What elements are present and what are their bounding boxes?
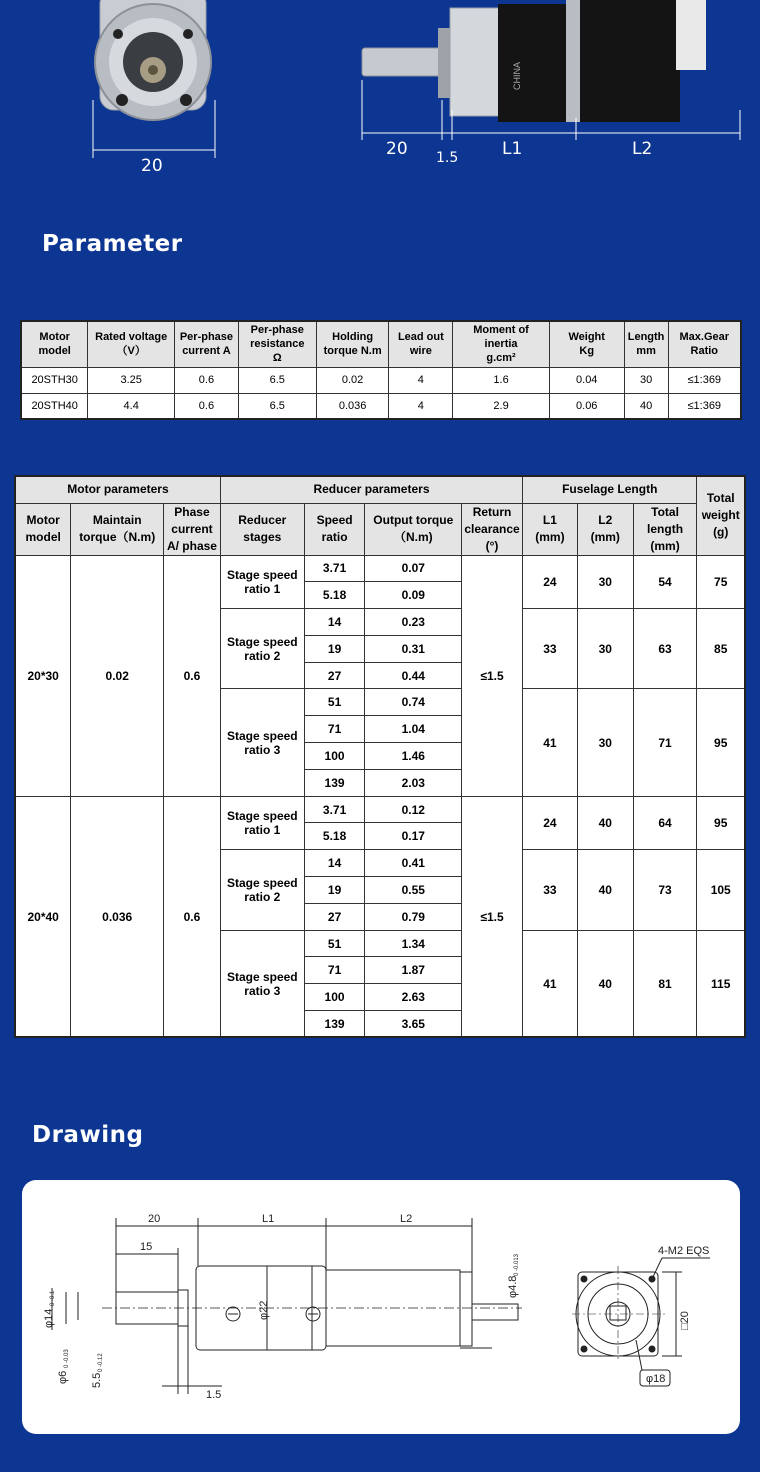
table-cell: 2.9 [453,393,550,419]
speed-ratio-cell: 3.71 [304,796,365,823]
dim-sq20: □20 [679,1311,691,1330]
output-torque-cell: 0.55 [365,877,462,904]
output-torque-cell: 2.03 [365,769,462,796]
parameter-header-4: Holding torque N.m [316,321,389,367]
table-cell: ≤1:369 [668,393,741,419]
stage-label-cell: Stage speed ratio 3 [220,689,304,796]
table-row [21,393,741,419]
holes-label: 4-M2 EQS [658,1245,710,1257]
output-torque-cell: 1.46 [365,743,462,770]
reducer-params-header: Reducer parameters [220,476,522,503]
output-torque-cell: 2.63 [365,984,462,1011]
output-torque-cell: 0.79 [365,903,462,930]
motor-photo [0,0,760,200]
fuselage-header: Fuselage Length [523,476,697,503]
table-row [21,367,741,393]
speed-ratio-cell: 5.18 [304,582,365,609]
reducer-group-header-row [15,476,745,503]
output-torque-cell: 0.17 [365,823,462,850]
dim-l2: L2 [400,1213,413,1225]
return-clearance-cell: ≤1.5 [462,555,523,796]
front-dim-label: 20 [141,156,163,176]
table-cell: ≤1:369 [668,367,741,393]
output-torque-cell: 0.31 [365,635,462,662]
total-length-cell: 73 [633,850,697,930]
output-torque-cell: 0.12 [365,796,462,823]
l2-cell: 30 [577,609,633,689]
return-clearance-cell: ≤1.5 [462,796,523,1037]
dim-5-5: 5.5 [91,1372,103,1388]
technical-drawing [22,1180,740,1434]
phase-current-cell: 0.6 [164,796,221,1037]
speed-ratio-cell: 139 [304,769,365,796]
speed-ratio-cell: 14 [304,609,365,636]
speed-ratio-cell: 71 [304,957,365,984]
l1-cell: 33 [523,609,578,689]
parameter-header-row [21,321,741,367]
sub-header-speed: Speed ratio [304,503,365,555]
l1-cell: 24 [523,796,578,850]
table-cell: 0.04 [549,367,624,393]
parameter-header-2: Per-phase current A [175,321,239,367]
parameter-header-8: Length mm [624,321,668,367]
dim-phi14-tol: 0 -0.1 [50,1290,56,1306]
reducer-table [14,475,746,1038]
speed-ratio-cell: 100 [304,984,365,1011]
table-cell: 6.5 [238,367,316,393]
dim-phi4: φ4.8 [507,1275,519,1298]
total-length-cell: 71 [633,689,697,796]
motor-model-cell: 20*40 [15,796,71,1037]
table-cell: 0.02 [316,367,389,393]
table-cell: 40 [624,393,668,419]
l1-dim-label: L1 [502,139,523,159]
parameter-heading: Parameter [42,231,183,257]
l2-cell: 40 [577,796,633,850]
dim-phi6-tol: 0 -0.03 [64,1349,70,1368]
speed-ratio-cell: 139 [304,1011,365,1038]
total-length-cell: 81 [633,930,697,1037]
svg-text:CHINA: CHINA [512,61,522,90]
weight-cell: 95 [697,689,745,796]
weight-cell: 105 [697,850,745,930]
l2-cell: 30 [577,689,633,796]
table-cell: 0.036 [316,393,389,419]
speed-ratio-cell: 100 [304,743,365,770]
dim-phi4-tol: 0 -0.013 [514,1253,520,1276]
l2-cell: 40 [577,850,633,930]
l1-cell: 33 [523,850,578,930]
weight-cell: 95 [697,796,745,850]
maintain-torque-cell: 0.036 [71,796,164,1037]
l1-cell: 41 [523,689,578,796]
sub-header-phase: Phase current A/ phase [164,503,221,555]
weight-cell: 85 [697,609,745,689]
output-torque-cell: 3.65 [365,1011,462,1038]
sub-header-output: Output torque （N.m) [365,503,462,555]
weight-cell: 115 [697,930,745,1037]
parameter-header-0: Motor model [21,321,88,367]
output-torque-cell: 0.23 [365,609,462,636]
product-photo-area [0,0,760,200]
sub-header-l1: L1 (mm) [523,503,578,555]
dim-20: 20 [148,1213,161,1225]
table-row [15,555,745,582]
stage-label-cell: Stage speed ratio 2 [220,850,304,930]
parameter-header-6: Moment of inertia g.cm² [453,321,550,367]
output-torque-cell: 0.07 [365,555,462,582]
table-cell: 0.06 [549,393,624,419]
dim-5-5-tol: 0 -0.12 [98,1353,104,1372]
l1-cell: 24 [523,555,578,609]
speed-ratio-cell: 19 [304,877,365,904]
sub-header-clearance: Return clearance (°) [462,503,523,555]
front-view [95,0,211,120]
weight-cell: 75 [697,555,745,609]
speed-ratio-cell: 27 [304,903,365,930]
output-torque-cell: 0.44 [365,662,462,689]
output-torque-cell: 1.04 [365,716,462,743]
table-cell: 4.4 [88,393,175,419]
motor-model-cell: 20*30 [15,555,71,796]
output-torque-cell: 0.74 [365,689,462,716]
l2-cell: 30 [577,555,633,609]
table-cell: 1.6 [453,367,550,393]
dim-1-5: 1.5 [206,1389,222,1401]
l2-cell: 40 [577,930,633,1037]
output-torque-cell: 0.09 [365,582,462,609]
table-cell: 0.6 [175,367,239,393]
total-length-cell: 63 [633,609,697,689]
sub-header-maintain: Maintain torque（N.m) [71,503,164,555]
shaft-dim-label: 20 [386,139,408,159]
sub-header-stages: Reducer stages [220,503,304,555]
stage-label-cell: Stage speed ratio 1 [220,555,304,609]
l2-dim-label: L2 [632,139,653,159]
table-row [15,796,745,823]
table-cell: 4 [389,367,453,393]
output-torque-cell: 1.87 [365,957,462,984]
dim-15: 15 [140,1241,153,1253]
dim-l1: L1 [262,1213,275,1225]
parameter-header-3: Per-phase resistance Ω [238,321,316,367]
speed-ratio-cell: 5.18 [304,823,365,850]
drawing-heading: Drawing [32,1122,144,1148]
table-cell: 20STH40 [21,393,88,419]
speed-ratio-cell: 51 [304,930,365,957]
sub-header-model: Motor model [15,503,71,555]
sub-header-total: Total length (mm) [633,503,697,555]
output-torque-cell: 0.41 [365,850,462,877]
speed-ratio-cell: 51 [304,689,365,716]
l1-cell: 41 [523,930,578,1037]
speed-ratio-cell: 3.71 [304,555,365,582]
speed-ratio-cell: 71 [304,716,365,743]
parameter-header-9: Max.Gear Ratio [668,321,741,367]
stage-label-cell: Stage speed ratio 2 [220,609,304,689]
speed-ratio-cell: 14 [304,850,365,877]
reducer-sub-header-row [15,503,745,555]
parameter-table [20,320,742,420]
speed-ratio-cell: 19 [304,635,365,662]
phase-current-cell: 0.6 [164,555,221,796]
stage-label-cell: Stage speed ratio 1 [220,796,304,850]
parameter-header-1: Rated voltage （V） [88,321,175,367]
table-cell: 0.6 [175,393,239,419]
sub-header-l2: L2 (mm) [577,503,633,555]
stage-label-cell: Stage speed ratio 3 [220,930,304,1037]
flange-dim-label: 1.5 [436,150,459,166]
total-length-cell: 54 [633,555,697,609]
motor-params-header: Motor parameters [15,476,220,503]
total-weight-header: Total weight (g) [697,476,745,555]
speed-ratio-cell: 27 [304,662,365,689]
table-cell: 30 [624,367,668,393]
parameter-header-7: Weight Kg [549,321,624,367]
parameter-header-5: Lead out wire [389,321,453,367]
reducer-body [15,555,745,1037]
total-length-cell: 64 [633,796,697,850]
dim-phi6: φ6 [57,1370,69,1384]
maintain-torque-cell: 0.02 [71,555,164,796]
dim-phi22: φ22 [258,1300,270,1320]
dim-phi18: φ18 [646,1373,666,1385]
side-view [362,0,706,122]
drawing-panel [22,1180,740,1434]
output-torque-cell: 1.34 [365,930,462,957]
table-cell: 20STH30 [21,367,88,393]
table-cell: 4 [389,393,453,419]
parameter-body [21,367,741,419]
table-cell: 3.25 [88,367,175,393]
table-cell: 6.5 [238,393,316,419]
dim-phi14: φ14 [43,1308,55,1328]
